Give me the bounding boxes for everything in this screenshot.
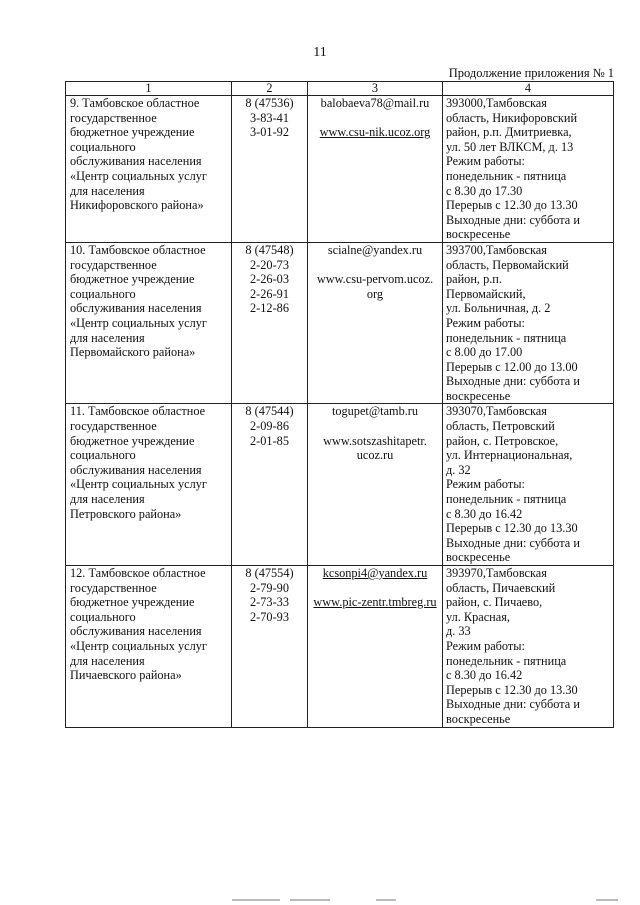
address-line: ул. Интернациональная, <box>446 448 573 463</box>
address-line: Выходные дни: суббота и <box>446 535 580 550</box>
institution-name-line: обслуживания населения <box>70 624 202 639</box>
website-address: www.pic-zentr.tmbreg.ru <box>313 595 437 610</box>
spacer <box>311 419 439 434</box>
address-line: понедельник - пятница <box>446 492 567 507</box>
phone-cell <box>232 242 308 404</box>
address-line: Выходные дни: суббота и <box>446 697 580 712</box>
address-line: Перерыв с 12.30 до 13.30 <box>446 198 578 213</box>
address-line: Выходные дни: суббота и <box>446 374 580 389</box>
institution-name-line: 10. Тамбовское областное <box>70 242 206 257</box>
phone-number: 2-01-85 <box>250 433 289 448</box>
address-line: Перерыв с 12.30 до 13.30 <box>446 682 578 697</box>
institution-name-line: социального <box>70 609 136 624</box>
address-line: ул. Красная, <box>446 609 510 624</box>
website-address: org <box>366 286 384 301</box>
phone-number: 2-70-93 <box>250 609 289 624</box>
institution-name-line: «Центр социальных услуг <box>70 168 207 183</box>
institution-name-line: для населения <box>70 183 145 198</box>
institution-name-line: «Центр социальных услуг <box>70 477 207 492</box>
institution-name-line: бюджетное учреждение <box>70 433 195 448</box>
institution-name-cell <box>66 404 232 566</box>
address-cell <box>443 242 614 404</box>
institution-name-line: бюджетное учреждение <box>70 125 195 140</box>
institution-name-line: 12. Тамбовское областное <box>70 566 206 580</box>
phone-number: 8 (47536) <box>245 96 294 110</box>
address-line: Режим работы: <box>446 477 525 492</box>
address-line: Перерыв с 12.00 до 13.00 <box>446 359 578 374</box>
phone-number: 2-12-86 <box>250 301 289 316</box>
address-line: область, Пичаевский <box>446 580 556 595</box>
column-header: 2 <box>232 82 308 96</box>
website-address: ucoz.ru <box>356 448 394 463</box>
address-line: воскресенье <box>446 550 511 565</box>
column-header: 4 <box>443 82 614 96</box>
address-line: с 8.30 до 16.42 <box>446 506 523 521</box>
address-line: воскресенье <box>446 388 511 403</box>
phone-number: 8 (47548) <box>245 242 294 257</box>
institution-name-cell <box>66 96 232 243</box>
institution-name-line: для населения <box>70 492 145 507</box>
contact-cell <box>308 566 443 728</box>
phone-number: 3-83-41 <box>250 110 289 125</box>
address-line: д. 32 <box>446 462 471 477</box>
appendix-caption: Продолжение приложения № 1 <box>448 66 614 80</box>
address-line: Первомайский, <box>446 286 526 301</box>
address-line: д. 33 <box>446 624 471 639</box>
institution-name-line: «Центр социальных услуг <box>70 315 207 330</box>
website-address: www.csu-nik.ucoz.org <box>319 125 431 140</box>
institution-name-line: обслуживания населения <box>70 154 202 169</box>
column-header: 3 <box>308 82 443 96</box>
address-line: 393700,Тамбовская <box>446 242 547 257</box>
phone-cell <box>232 566 308 728</box>
address-line: 393970,Тамбовская <box>446 566 547 580</box>
institution-name-line: Никифоровского района» <box>70 198 204 213</box>
phone-number: 2-26-03 <box>250 272 289 287</box>
address-line: 393000,Тамбовская <box>446 96 547 110</box>
phone-number: 2-20-73 <box>250 257 289 272</box>
email-address: togupet@tamb.ru <box>331 404 419 419</box>
address-cell <box>443 566 614 728</box>
institution-name-line: «Центр социальных услуг <box>70 638 207 653</box>
address-line: район, с. Петровское, <box>446 433 559 448</box>
phone-number: 2-79-90 <box>250 580 289 595</box>
table-row <box>66 242 614 404</box>
institution-name-line: государственное <box>70 580 157 595</box>
institution-name-line: государственное <box>70 257 157 272</box>
institution-name-line: Пичаевского района» <box>70 668 182 683</box>
address-line: ул. Больничная, д. 2 <box>446 301 551 316</box>
institution-name-line: для населения <box>70 330 145 345</box>
address-line: область, Никифоровский <box>446 110 578 125</box>
email-address: balobaeva78@mail.ru <box>320 96 430 110</box>
column-header: 1 <box>66 82 232 96</box>
institution-name-line: социального <box>70 139 136 154</box>
address-line: понедельник - пятница <box>446 330 567 345</box>
phone-cell <box>232 404 308 566</box>
phone-number: 3-01-92 <box>250 125 289 140</box>
address-line: район, р.п. Дмитриевка, <box>446 125 572 140</box>
institutions-table <box>65 81 614 728</box>
institution-name-cell <box>66 566 232 728</box>
institution-name-line: Первомайского района» <box>70 345 196 360</box>
institution-name-cell <box>66 242 232 404</box>
website-address: www.csu-pervom.ucoz. <box>316 272 434 287</box>
institution-name-line: государственное <box>70 110 157 125</box>
phone-number: 8 (47544) <box>245 404 294 419</box>
address-line: район, с. Пичаево, <box>446 595 543 610</box>
address-line: Перерыв с 12.30 до 13.30 <box>446 521 578 536</box>
address-line: воскресенье <box>446 711 511 726</box>
table-row <box>66 404 614 566</box>
institution-name-line: социального <box>70 286 136 301</box>
institution-name-line: бюджетное учреждение <box>70 272 195 287</box>
address-line: воскресенье <box>446 227 511 242</box>
institution-name-line: для населения <box>70 653 145 668</box>
website-address: www.sotszashitapetr. <box>323 433 427 448</box>
institution-name-line: государственное <box>70 419 157 434</box>
address-line: Режим работы: <box>446 638 525 653</box>
table-row <box>66 566 614 728</box>
address-cell <box>443 96 614 243</box>
address-line: район, р.п. <box>446 272 502 287</box>
contact-cell <box>308 96 443 243</box>
address-line: область, Первомайский <box>446 257 569 272</box>
phone-cell <box>232 96 308 243</box>
institution-name-line: 11. Тамбовское областное <box>70 404 206 419</box>
address-line: ул. 50 лет ВЛКСМ, д. 13 <box>446 139 574 154</box>
address-cell <box>443 404 614 566</box>
table-row <box>66 96 614 243</box>
spacer <box>311 258 439 273</box>
footer-scan-marks <box>0 897 640 905</box>
address-line: с 8.30 до 16.42 <box>446 668 523 683</box>
email-address: scialne@yandex.ru <box>327 242 423 257</box>
institution-name-line: социального <box>70 448 136 463</box>
phone-number: 2-09-86 <box>250 419 289 434</box>
address-line: с 8.00 до 17.00 <box>446 345 523 360</box>
address-line: понедельник - пятница <box>446 168 567 183</box>
institution-name-line: обслуживания населения <box>70 301 202 316</box>
institution-name-line: 9. Тамбовское областное <box>70 96 200 110</box>
page-number: 11 <box>313 45 327 60</box>
institution-name-line: бюджетное учреждение <box>70 595 195 610</box>
table-header-row <box>66 82 614 96</box>
spacer <box>311 111 439 126</box>
address-line: Выходные дни: суббота и <box>446 212 580 227</box>
address-line: 393070,Тамбовская <box>446 404 547 419</box>
phone-number: 2-26-91 <box>250 286 289 301</box>
address-line: Режим работы: <box>446 315 525 330</box>
address-line: Режим работы: <box>446 154 525 169</box>
phone-number: 2-73-33 <box>250 595 289 610</box>
email-address: kcsonpi4@yandex.ru <box>322 566 428 580</box>
address-line: область, Петровский <box>446 419 555 434</box>
institution-name-line: Петровского района» <box>70 506 182 521</box>
spacer <box>311 581 439 596</box>
contact-cell <box>308 404 443 566</box>
phone-number: 8 (47554) <box>245 566 294 580</box>
institution-name-line: обслуживания населения <box>70 462 202 477</box>
address-line: с 8.30 до 17.30 <box>446 183 523 198</box>
address-line: понедельник - пятница <box>446 653 567 668</box>
contact-cell <box>308 242 443 404</box>
